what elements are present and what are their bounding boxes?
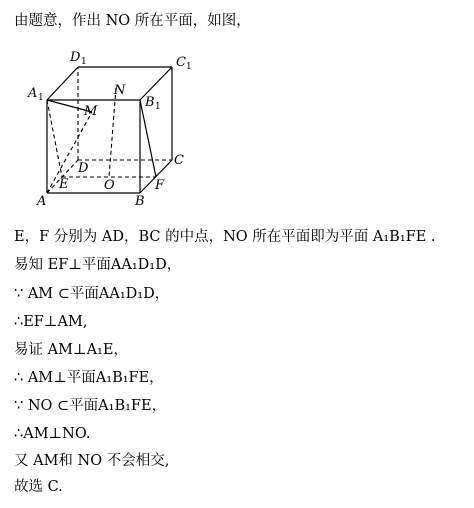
label-B: B bbox=[135, 194, 145, 209]
text-line-ef-perp-am: ∴EF⊥AM, bbox=[14, 314, 88, 330]
hidden-segment-N-O bbox=[109, 88, 116, 177]
text-line-am-in-plane: ∵ AM ⊂平面AA₁D₁D， bbox=[14, 286, 170, 302]
text-line-ef-perp-plane: 易知 EF⊥平面AA₁D₁D， bbox=[14, 257, 182, 273]
segment-B1-F bbox=[140, 100, 156, 177]
label-D: D bbox=[78, 161, 89, 176]
label-C1-sub: 1 bbox=[186, 62, 192, 72]
label-C1: C bbox=[176, 55, 186, 70]
label-D1: D bbox=[70, 50, 81, 65]
label-B1: B bbox=[145, 95, 155, 110]
text-line-intro: 由题意，作出 NO 所在平面，如图， bbox=[14, 13, 251, 29]
label-C: C bbox=[174, 153, 184, 168]
edge-A1-D1 bbox=[47, 67, 78, 100]
text-line-am-perp-plane: ∴ AM⊥平面A₁B₁FE， bbox=[14, 370, 164, 386]
label-O: O bbox=[104, 178, 115, 193]
label-D1-sub: 1 bbox=[81, 57, 87, 67]
text-line-answer: 故选 C. bbox=[14, 479, 63, 495]
label-N: N bbox=[114, 83, 126, 98]
hidden-segment-A1-E bbox=[47, 100, 62, 177]
text-line-am-perp-a1e: 易证 AM⊥A₁E， bbox=[14, 342, 128, 358]
label-M: M bbox=[84, 104, 98, 119]
label-E: E bbox=[59, 177, 69, 192]
label-A: A bbox=[37, 194, 47, 209]
label-F: F bbox=[155, 178, 165, 193]
label-A1: A bbox=[28, 86, 38, 101]
text-line-midpoints: E，F 分别为 AD，BC 的中点，NO 所在平面即为平面 A₁B₁FE . bbox=[14, 229, 436, 245]
hidden-segment-A-M bbox=[47, 112, 92, 193]
label-B1-sub: 1 bbox=[155, 102, 161, 112]
label-A1-sub: 1 bbox=[38, 93, 44, 103]
text-line-am-perp-no: ∴AM⊥NO. bbox=[14, 426, 91, 442]
text-line-no-in-plane: ∵ NO ⊂平面A₁B₁FE， bbox=[14, 398, 167, 414]
text-line-no-intersect: 又 AM和 NO 不会相交, bbox=[14, 453, 170, 469]
